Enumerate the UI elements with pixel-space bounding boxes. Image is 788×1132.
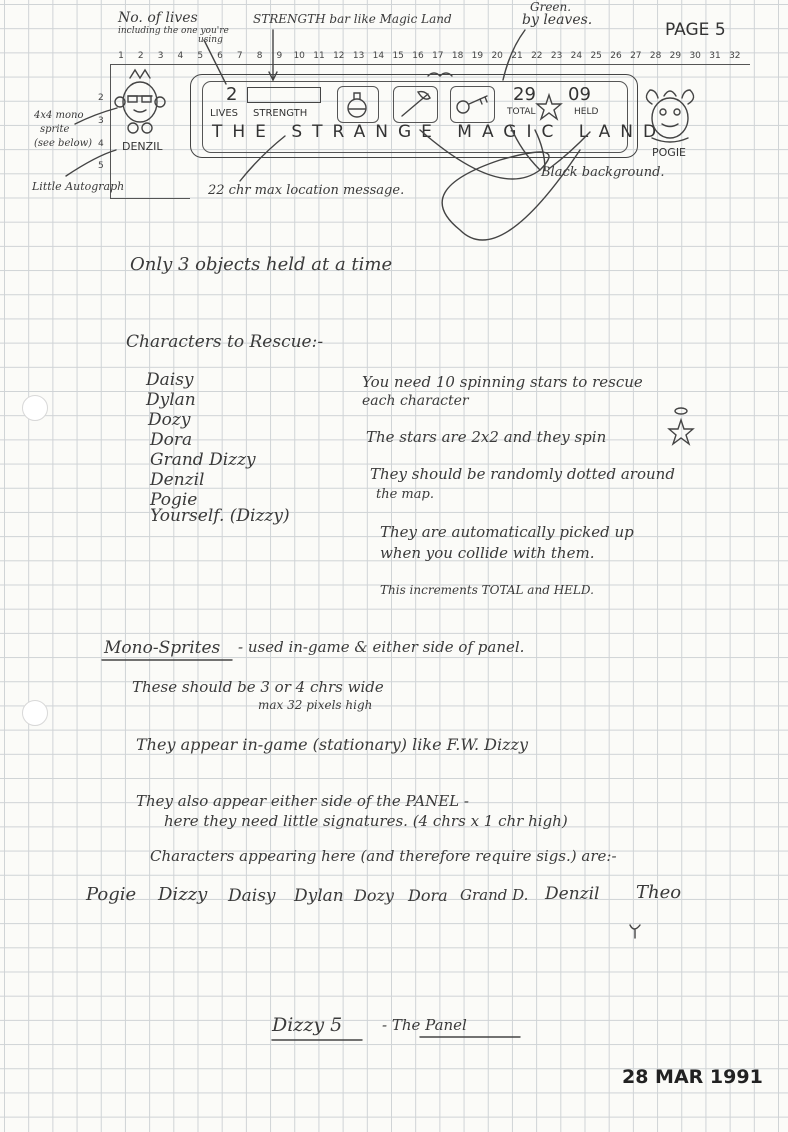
denzil-sprite-icon xyxy=(115,70,165,133)
column-number: 16 xyxy=(412,51,424,61)
signature-name: Pogie xyxy=(86,884,137,905)
column-number: 14 xyxy=(372,51,385,61)
column-number: 13 xyxy=(352,51,365,61)
column-number: 17 xyxy=(432,51,444,61)
column-number: 5 xyxy=(197,51,204,61)
column-number: 26 xyxy=(610,51,622,61)
column-number: 6 xyxy=(217,51,223,61)
column-number: 18 xyxy=(451,51,464,61)
row-number: 2 xyxy=(98,93,104,103)
signature-name: Denzil xyxy=(545,884,600,904)
column-number: 31 xyxy=(709,51,721,61)
column-number: 28 xyxy=(649,51,662,61)
character-item: Denzil xyxy=(150,470,205,490)
column-number: 32 xyxy=(729,51,741,61)
total-value: 29 xyxy=(513,84,536,105)
strength-note: STRENGTH bar like Magic Land xyxy=(253,12,452,26)
sprite-arrow xyxy=(75,108,117,124)
column-number: 27 xyxy=(630,51,642,61)
character-item: Dylan xyxy=(146,390,196,410)
spinning-star-icon xyxy=(669,408,693,444)
lives-note-line-3: using xyxy=(198,35,223,45)
column-number: 10 xyxy=(293,51,305,61)
star-rule: This increments TOTAL and HELD. xyxy=(380,583,594,597)
location-message: THE STRANGE MAGIC LAND xyxy=(212,122,667,142)
column-number: 1 xyxy=(118,51,124,61)
mono-line: These should be 3 or 4 chrs wide xyxy=(132,678,384,696)
right-sprite-signature: POGIE xyxy=(652,146,687,159)
column-number: 23 xyxy=(550,51,563,61)
mono-line: Characters appearing here (and therefore require sigs.) are:- xyxy=(150,847,617,865)
autograph-arrow xyxy=(66,150,116,176)
star-rule: They should be randomly dotted around xyxy=(370,465,675,483)
green-note: Green. xyxy=(530,0,572,14)
column-number: 19 xyxy=(471,51,484,61)
lives-note-line-2: including the one you're xyxy=(118,26,229,36)
column-number: 25 xyxy=(590,51,602,61)
character-item: Yourself. (Dizzy) xyxy=(150,506,290,526)
column-number: 4 xyxy=(177,51,184,61)
rescue-heading: Characters to Rescue:- xyxy=(126,332,324,352)
sprite-note: 4x4 mono xyxy=(34,110,84,121)
column-number: 9 xyxy=(276,51,283,61)
mono-sprites-heading-rest: - used in-game & either side of panel. xyxy=(238,638,525,656)
black-background-note: Black background. xyxy=(541,165,665,180)
character-item: Daisy xyxy=(146,370,194,390)
left-sprite-signature: DENZIL xyxy=(122,140,163,153)
star-rule: when you collide with them. xyxy=(380,544,595,562)
green-note-line-2: by leaves. xyxy=(522,12,593,28)
character-item: Dozy xyxy=(148,410,191,430)
column-number: 7 xyxy=(236,51,243,61)
signature-name: Theo xyxy=(636,882,682,903)
mono-sprites-heading: Mono-Sprites xyxy=(104,638,221,658)
column-number: 11 xyxy=(313,51,325,61)
autograph-note: Little Autograph xyxy=(32,180,125,193)
location-note: 22 chr max location message. xyxy=(208,183,405,198)
column-number: 3 xyxy=(157,51,164,61)
star-rule: the map. xyxy=(376,487,434,502)
small-sprite-sketch xyxy=(428,73,452,76)
black-arrow-2 xyxy=(535,130,545,170)
character-item: Dora xyxy=(150,430,193,450)
objects-rule: Only 3 objects held at a time xyxy=(130,254,393,275)
mono-line: They also appear either side of the PANEL - xyxy=(136,792,469,810)
column-number: 20 xyxy=(491,51,503,61)
total-label: TOTAL xyxy=(507,107,536,117)
column-number: 30 xyxy=(689,51,701,61)
green-arrow xyxy=(503,30,525,80)
pogie-sprite-icon xyxy=(646,90,693,142)
character-item: Pogie xyxy=(150,490,198,510)
signature-name: Grand D. xyxy=(460,886,529,904)
location-loop xyxy=(420,130,580,240)
signature-name: Dizzy xyxy=(158,884,208,905)
column-number: 2 xyxy=(137,51,144,61)
star-rule: each character xyxy=(362,393,469,409)
strength-label: STRENGTH xyxy=(253,108,308,119)
location-arrow xyxy=(240,136,285,181)
mono-line: They appear in-game (stationary) like F.W. Dizzy xyxy=(136,735,528,754)
row-number: 4 xyxy=(98,139,104,149)
mono-line: here they need little signatures. (4 chrs x 1 chr high) xyxy=(164,812,568,830)
column-number: 24 xyxy=(570,51,583,61)
footer-title: Dizzy 5 xyxy=(272,1014,343,1036)
column-number: 12 xyxy=(333,51,345,61)
black-arrow-3 xyxy=(550,132,590,168)
mono-line: max 32 pixels high xyxy=(258,698,373,712)
key-icon xyxy=(457,96,487,113)
held-value: 09 xyxy=(568,84,591,105)
signature-name: Daisy xyxy=(228,886,276,906)
row-number: 5 xyxy=(98,161,104,171)
lives-value: 2 xyxy=(226,84,238,105)
footer-subtitle: - The Panel xyxy=(382,1016,467,1034)
lives-arrow xyxy=(204,40,226,84)
date-stamp: 28 MAR 1991 xyxy=(622,1066,763,1088)
page-label: PAGE 5 xyxy=(665,20,726,40)
strength-arrow xyxy=(269,30,277,80)
character-item: Grand Dizzy xyxy=(150,450,256,470)
star-rule: They are automatically picked up xyxy=(380,523,634,541)
small-mark xyxy=(630,925,640,938)
column-number: 15 xyxy=(392,51,404,61)
axe-icon xyxy=(402,92,430,116)
signature-name: Dylan xyxy=(294,886,344,906)
lives-label: LIVES xyxy=(210,108,239,119)
potion-icon xyxy=(348,93,366,117)
signature-name: Dora xyxy=(408,886,448,905)
star-rule: The stars are 2x2 and they spin xyxy=(366,428,607,446)
row-number: 3 xyxy=(98,116,104,126)
star-icon xyxy=(537,95,561,119)
column-number: 21 xyxy=(511,51,523,61)
column-number: 22 xyxy=(531,51,543,61)
lives-note: No. of lives xyxy=(118,10,198,26)
column-number: 8 xyxy=(256,51,263,61)
column-number: 29 xyxy=(669,51,682,61)
sprite-note-line-3: (see below) xyxy=(34,138,93,149)
signature-name: Dozy xyxy=(354,886,394,905)
sprite-note-line-2: sprite xyxy=(40,124,70,135)
star-rule: You need 10 spinning stars to rescue xyxy=(362,373,643,391)
held-label: HELD xyxy=(574,107,599,117)
